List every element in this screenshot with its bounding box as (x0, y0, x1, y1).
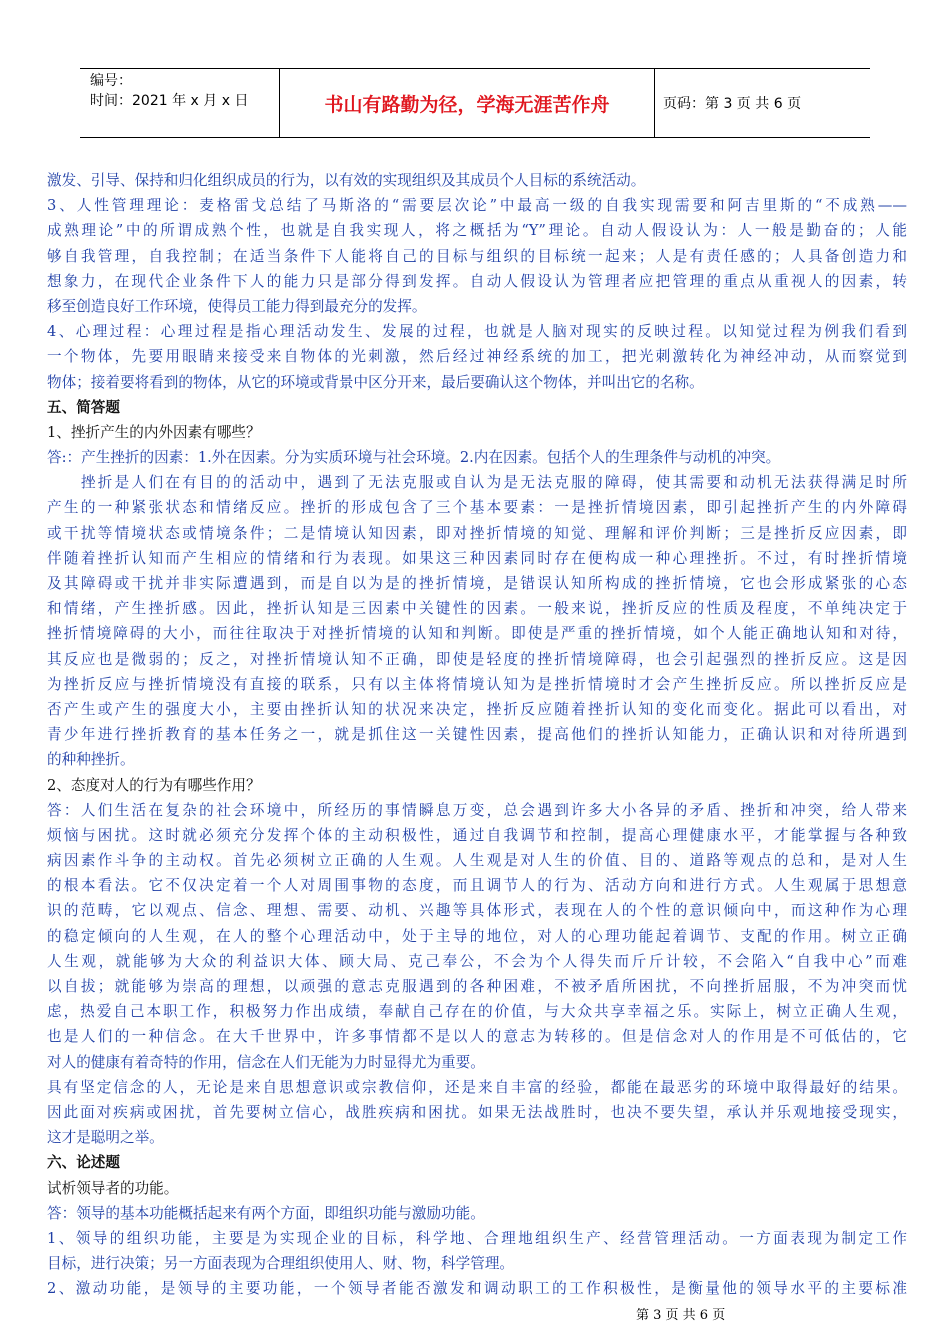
text-line: 否产生或产生的强度大小，主要由挫折认知的状况来决定，挫折反应随着挫折认知的变化而变化。据此可以看出，对 (47, 700, 907, 718)
text-line: 为挫折反应与挫折情境没有直接的联系，只有以主体将情境认知为是挫折情境时才会产生挫折反应。所以挫折反应是 (47, 675, 907, 693)
text-line: 对人的健康有着奇特的作用，信念在人们无能为力时显得尤为重要。 (47, 1053, 485, 1071)
text-line: 具有坚定信念的人，无论是来自思想意识或宗教信仰，还是来自丰富的经验，都能在最恶劣的环境中取得最好的结果。 (47, 1078, 907, 1096)
text-line: 的稳定倾向的人生观，在人的整个心理活动中，处于主导的地位，对人的心理功能起着调节、支配的作用。树立正确 (47, 927, 907, 945)
text-line: 4、心理过程：心理过程是指心理活动发生、发展的过程，也就是人脑对现实的反映过程。以知觉过程为例我们看到 (47, 323, 907, 341)
text-line: 够自我管理，自我控制；在适当条件下人能将自己的目标与组织的目标统一起来；人是有责任感的；人具备创造力和 (47, 247, 907, 265)
text-line: 1、领导的组织功能，主要是为实现企业的目标，科学地、合理地组织生产、经营管理活动。一方面表现为制定工作 (47, 1229, 907, 1247)
text-line: 伴随着挫折认知而产生相应的情绪和行为表现。如果这三种因素同时存在便构成一种心理挫折。不过，有时挫折情境 (47, 549, 907, 567)
text-line: 想象力，在现代企业条件下人的能力只是部分得到发挥。自动人假设认为管理者应把管理的重点从重视人的因素，转 (47, 272, 907, 290)
text-line: 的种种挫折。 (47, 751, 135, 769)
header-page-cell (655, 69, 870, 137)
text-line: 虑，热爱自己本职工作，积极努力作出成绩，奉献自己存在的价值，与大众共享幸福之乐。实际上，树立正确人生观， (47, 1003, 907, 1021)
text-line: 答:：产生挫折的因素：1.外在因素。分为实质环境与社会环境。2.内在因素。包括个人的生理条件与动机的冲突。 (47, 449, 781, 467)
text-line: 其反应也是微弱的；反之，对挫折情境认知不正确，即使是轻度的挫折情境障碍，也会引起强烈的挫折反应。这是因 (47, 650, 907, 668)
header-motto: 书山有路勤为径，学海无涯苦作舟 (324, 93, 610, 116)
header-meta (80, 69, 280, 137)
text-line: 2、态度对人的行为有哪些作用？ (47, 776, 261, 794)
page-footer: 第 3 页 共 6 页 (636, 1308, 726, 1323)
text-line: 2、激动功能，是领导的主要功能，一个领导者能否激发和调动职工的工作积极性，是衡量他的领导水平的主要标准 (47, 1280, 907, 1298)
text-line: 和情绪，产生挫折感。因此，挫折认知是三因素中关键性的因素。一般来说，挫折反应的性质及程度，不单纯决定于 (47, 600, 907, 618)
text-line: 的根本看法。它不仅决定着一个人对周围事物的态度，而且调节人的行为、活动方向和进行方式。人生观属于思想意 (47, 877, 907, 895)
text-line: 答：领导的基本功能概括起来有两个方面，即组织功能与激励功能。 (47, 1204, 485, 1222)
text-line: 人生观，就能够为大众的利益识大体、顾大局、克己奉公，不会为个人得失而斤斤计较，不会陷入“自我中心”而难 (47, 952, 907, 970)
text-line: 也是人们的一种信念。在大千世界中，许多事情都不是以人的意志为转移的。但是信念对人的作用是不可低估的，它 (47, 1028, 907, 1046)
text-line: 挫折情境障碍的大小，而往往取决于对挫折情境的认知和判断。即使是严重的挫折情境，如个人能正确地认知和对待， (47, 625, 907, 643)
text-line: 成熟理论”中的所谓成熟个性，也就是自我实现人，将之概括为“Y”理论。自动人假设认为：人一般是勤奋的；人能 (47, 222, 907, 240)
text-line: 挫折是人们在有目的的活动中，遇到了无法克服或自认为是无法克服的障碍，使其需要和动机无法获得满足时所 (47, 474, 907, 492)
page-header (80, 68, 870, 138)
text-line: 一个物体，先要用眼睛来接受来自物体的光刺激，然后经过神经系统的加工，把光刺激转化为神经冲动，从而察觉到 (47, 348, 907, 366)
header-page-label: 页码：第 3 页 共 6 页 (663, 96, 802, 112)
text-line: 试析领导者的功能。 (47, 1179, 179, 1197)
text-line: 青少年进行挫折教育的基本任务之一，就是抓住这一关键性因素，提高他们的挫折认知能力，正确认识和对待所遇到 (47, 726, 907, 744)
text-line: 答：人们生活在复杂的社会环境中，所经历的事情瞬息万变，总会遇到许多大小各异的矛盾、挫折和冲突，给人带来 (47, 801, 907, 819)
text-line: 以自拔；就能够为崇高的理想，以顽强的意志克服遇到的各种困难，不被矛盾所困扰，不向挫折屈服，不为冲突而忧 (47, 978, 907, 995)
text-line: 产生的一种紧张状态和情绪反应。挫折的形成包含了三个基本要素：一是挫折情境因素，即引起挫折产生的内外障碍 (47, 499, 907, 517)
section-heading: 六、论述题 (47, 1154, 120, 1172)
text-line: 移至创造良好工作环境，使得员工能力得到最充分的发挥。 (47, 297, 427, 315)
text-line: 烦恼与困扰。这时就必须充分发挥个体的主动积极性，通过自我调节和控制，提高心理健康水平，才能掌握与各种致 (47, 826, 907, 844)
header-motto-cell (280, 69, 655, 137)
text-line: 这才是聪明之举。 (47, 1129, 164, 1147)
text-line: 目标，进行决策；另一方面表现为合理组织使用人、财、物，科学管理。 (47, 1255, 515, 1273)
document-time-label: 时间：2021 年 x 月 x 日 (90, 93, 249, 109)
text-line: 3、人性管理理论：麦格雷戈总结了马斯洛的“需要层次论”中最高一级的自我实现需要和阿吉里斯的“不成熟—— (47, 197, 907, 215)
text-line: 或干扰等情境状态或情境条件；二是情境认知因素，即对挫折情境的知觉、理解和评价判断；三是挫折反应因素，即 (47, 524, 907, 542)
text-line: 激发、引导、保持和归化组织成员的行为，以有效的实现组织及其成员个人目标的系统活动。 (47, 172, 646, 189)
text-line: 及其障碍或干扰并非实际遭遇到，而是自以为是的挫折情境，是错误认知所构成的挫折情境，它也会形成紧张的心态 (47, 575, 907, 592)
document-body (47, 168, 907, 1301)
section-heading: 五、简答题 (47, 398, 120, 416)
text-line: 物体；接着要将看到的物体，从它的环境或背景中区分开来，最后要确认这个物体，并叫出它的名称。 (47, 373, 704, 391)
text-line: 识的范畴，它以观点、信念、理想、需要、动机、兴趣等具体形式，表现在人的个性的意识倾向中，而这种作为心理 (47, 902, 907, 920)
document-number-label: 编号： (90, 73, 132, 89)
text-line: 1、挫折产生的内外因素有哪些？ (47, 423, 261, 441)
text-line: 因此面对疾病或困扰，首先要树立信心，战胜疾病和困扰。如果无法战胜时，也决不要失望，承认并乐观地接受现实， (47, 1103, 907, 1121)
text-line: 病因素作斗争的主动权。首先必须树立正确的人生观。人生观是对人生的价值、目的、道路等观点的总和，是对人生 (47, 852, 907, 870)
